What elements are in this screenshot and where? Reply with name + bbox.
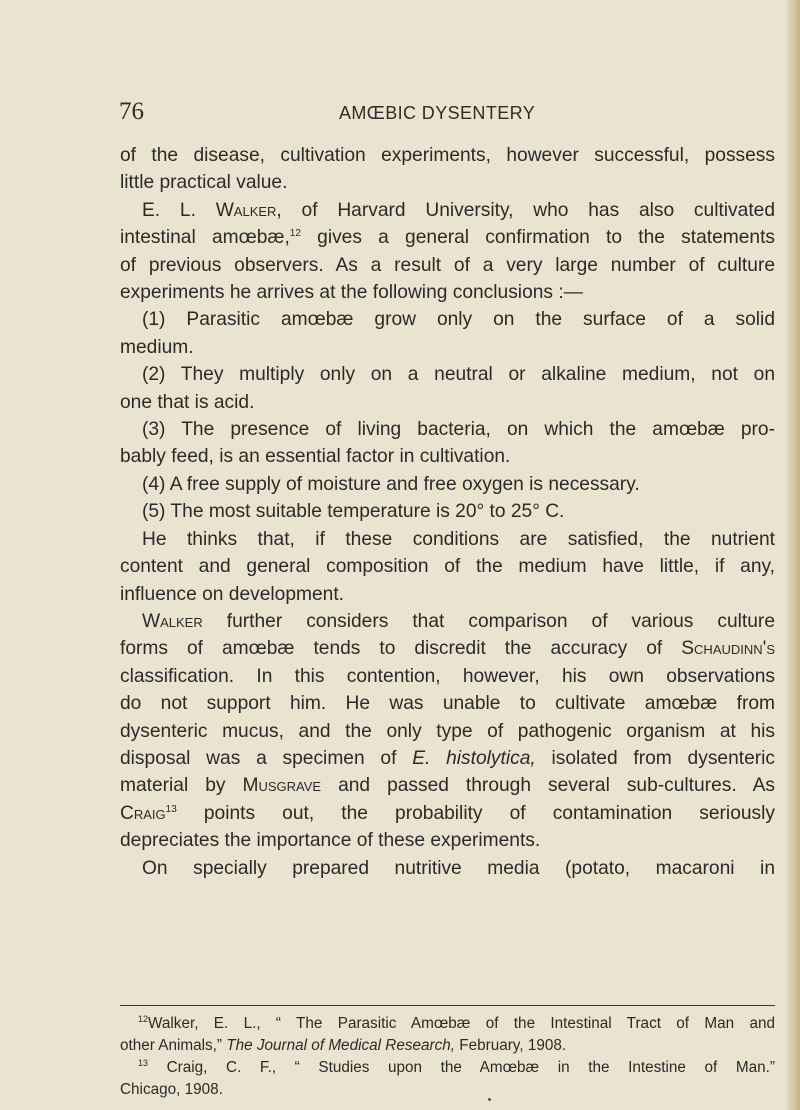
- text-line: (3) The presence of living bacteria, on which the amœbæ pro-: [142, 419, 775, 441]
- author-name: Schaudinn's: [681, 638, 775, 660]
- text-line: [120, 745, 775, 772]
- journal-title: The Journal of Medical Research,: [226, 1037, 455, 1054]
- text-line: He thinks that, if these conditions are satisfied, the nutrient: [142, 528, 775, 550]
- text-run: February, 1908.: [455, 1037, 567, 1054]
- footnote-ref: 13: [165, 803, 177, 815]
- text-line: dysenteric mucus, and the only type of pathogenic organism at his: [120, 720, 775, 742]
- text-line: (1) Parasitic amœbæ grow only on the surface of a solid: [142, 309, 775, 331]
- species-name: E. histolytica,: [412, 747, 536, 769]
- text-run: and passed through several sub-cultures. As: [321, 775, 775, 797]
- author-name: E. L. Walker,: [142, 199, 282, 221]
- author-name: Craig: [120, 802, 166, 824]
- text-line: influence on development.: [120, 583, 345, 605]
- text-run: gives a general confirmation to the statements: [300, 227, 776, 249]
- footnote-mark: 13: [138, 1058, 149, 1068]
- text-run: forms of amœbæ tends to discredit the accuracy of: [120, 638, 682, 660]
- text-run: Walker, E. L., “ The Parasitic Amœbæ of the Intestinal Tract of Man and: [148, 1015, 775, 1032]
- paper-speck: [488, 1098, 491, 1101]
- text-line: (4) A free supply of moisture and free oxygen is necessary.: [142, 473, 640, 495]
- text-run: further considers that comparison of various culture: [202, 610, 775, 632]
- footnote-rule: [120, 1005, 775, 1006]
- author-name: Walker: [142, 610, 203, 632]
- page-edge-shadow: [786, 0, 800, 1110]
- footnote-line: [120, 1035, 775, 1057]
- text-run: material by: [120, 775, 243, 797]
- footnotes: [120, 1013, 775, 1101]
- text-run: isolated from dysenteric: [535, 747, 775, 769]
- running-head: AMŒBIC DYSENTERY: [339, 103, 536, 123]
- text-run: other Animals,”: [120, 1037, 227, 1054]
- text-line: [120, 635, 775, 662]
- text-line: [120, 608, 775, 635]
- text-run: disposal was a specimen of: [120, 747, 413, 769]
- text-line: of previous observers. As a result of a very large number of culture: [120, 254, 775, 276]
- text-line: of the disease, cultivation experiments, however successful, possess: [120, 145, 775, 166]
- text-line: On specially prepared nutritive media (potato, macaroni in: [142, 857, 775, 879]
- text-line: do not support him. He was unable to cultivate amœbæ from: [120, 693, 775, 715]
- footnote-line: [120, 1057, 775, 1079]
- text-line: [120, 197, 775, 224]
- text-line: one that is acid.: [120, 391, 255, 413]
- text-line: depreciates the importance of these experiments.: [120, 830, 541, 852]
- text-run: of Harvard University, who has also cultivated: [281, 199, 775, 221]
- footnote-line: [120, 1013, 775, 1035]
- text-line: (2) They multiply only on a neutral or alkaline medium, not on: [142, 364, 775, 386]
- text-run: points out, the probability of contamination seriously: [176, 802, 775, 824]
- text-line: (5) The most suitable temperature is 20° to 25° C.: [142, 501, 565, 523]
- text-line: classification. In this contention, however, his own observations: [120, 665, 775, 687]
- text-line: little practical value.: [120, 172, 288, 194]
- footnote-mark: 12: [138, 1014, 149, 1024]
- text-line: bably feed, is an essential factor in cultivation.: [120, 446, 511, 468]
- body-text: [120, 142, 775, 882]
- text-line: [120, 224, 775, 251]
- text-line: [120, 772, 775, 799]
- text-line: experiments he arrives at the following conclusions :—: [120, 282, 583, 304]
- text-line: medium.: [120, 336, 194, 358]
- author-name: Musgrave: [242, 775, 322, 797]
- text-line: [120, 800, 775, 827]
- text-line: content and general composition of the medium have little, if any,: [120, 556, 775, 578]
- text-run: Craig, C. F., “ Studies upon the Amœbæ in the Intestine of Man.”: [148, 1059, 775, 1076]
- page-number: 76: [119, 98, 144, 125]
- footnote-ref: 12: [289, 228, 301, 240]
- text-run: intestinal amœbæ,: [120, 227, 290, 249]
- footnote-line: Chicago, 1908.: [120, 1081, 223, 1098]
